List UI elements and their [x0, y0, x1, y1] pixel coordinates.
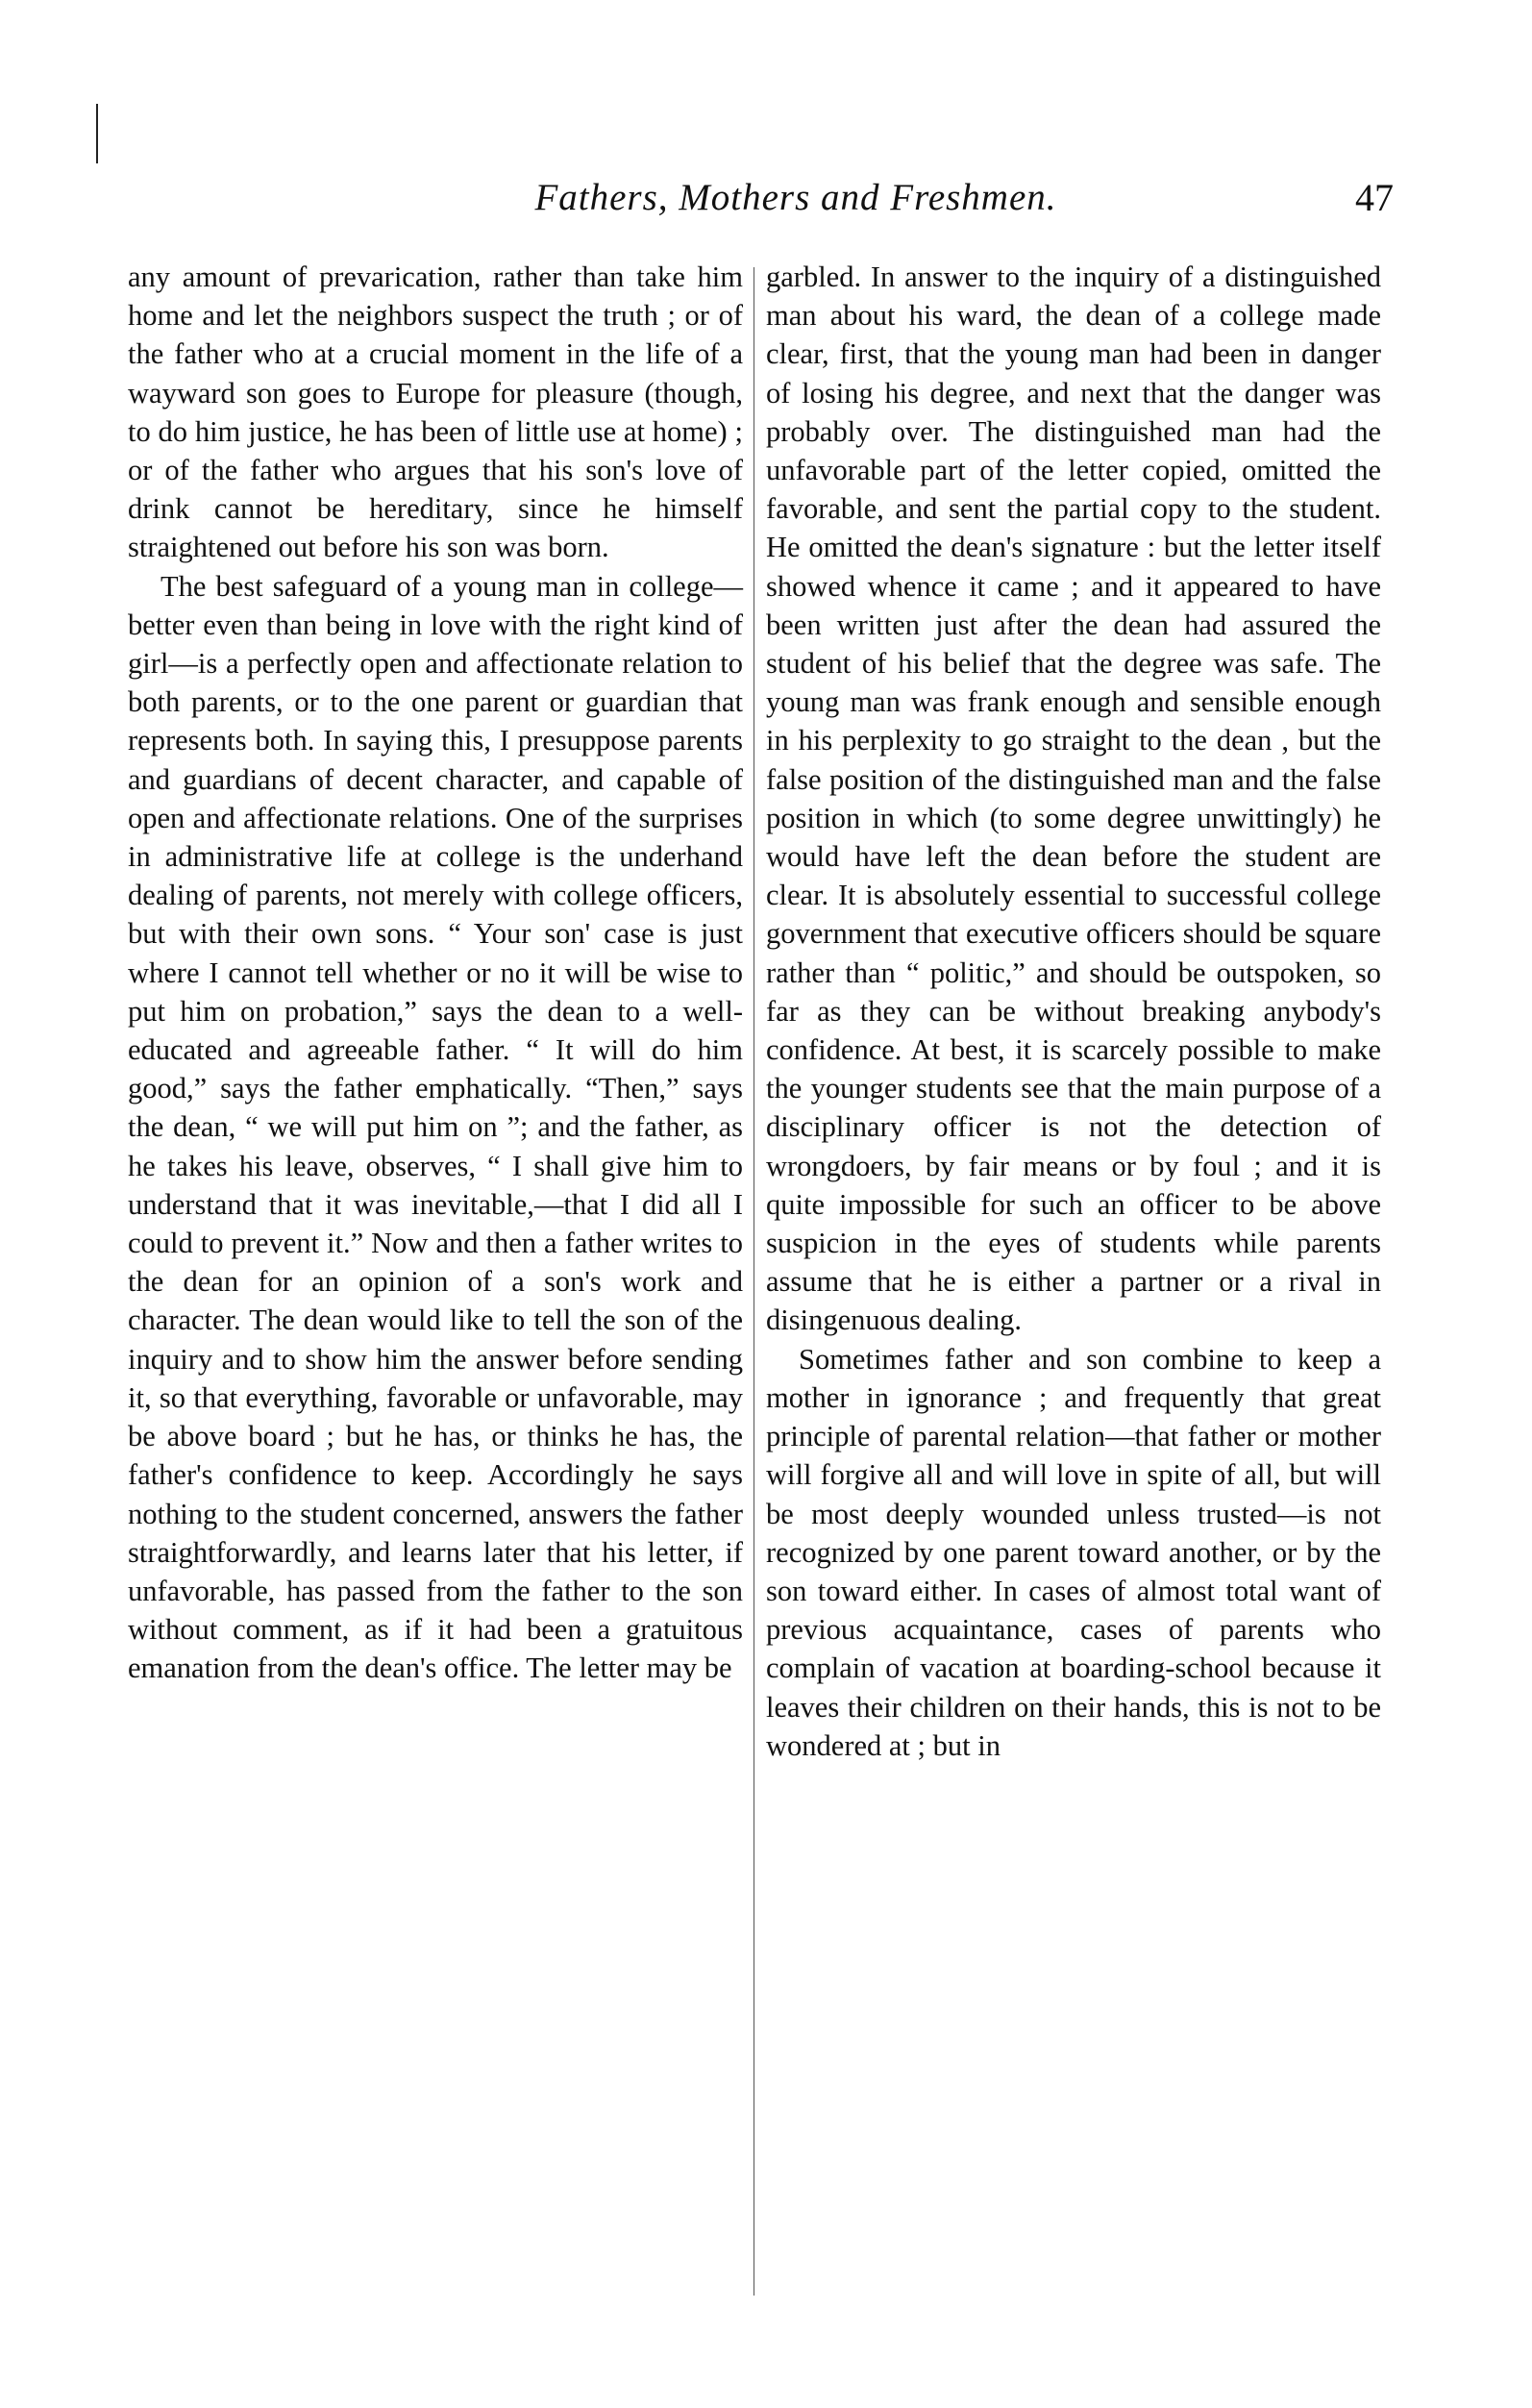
running-head	[123, 169, 1401, 227]
right-column	[766, 258, 1381, 1765]
running-title: Fathers, Mothers and Freshmen.	[534, 177, 1057, 218]
paragraph-continued: garbled. In answer to the inquiry of a distinguished man about his ward, the dean of a college made clear, first, that the young man had been in danger of losing his degree, and next that the danger was probably over. The distinguished man had the unfavorable part of the letter copied, omitted the favorable, and sent the partial copy to the student. He omitted the dean's signature : but the letter itself showed whence it came ; and it appeared to have been written just after the dean had assured the student of his belief that the degree was safe. The young man was frank enough and sensible enough in his perplexity to go straight to the dean , but the false position of the distinguished man and the false position in which (to some degree unwittingly) he would have left the dean before the student are clear. It is absolutely essential to successful college government that executive officers should be square rather than “ politic,” and should be outspoken, so far as they can be without breaking anybody's confidence. At best, it is scarcely possible to make the younger students see that the main purpose of a disciplinary officer is not the detection of wrongdoers, by fair means or by foul ; and it is quite impossible for such an officer to be above suspicion in the eyes of students while parents assume that he is either a partner or a rival in disingenuous dealing.	[766, 261, 1381, 1337]
paragraph: Sometimes father and son combine to keep a mother in ignorance ; and frequently that great principle of parental relation—that father or mother will forgive all and will love in spite of all, but will be most deeply wounded unless trusted—is not recognized by one parent toward another, or by the son toward either. In cases of almost total want of previous acquaintance, cases of parents who complain of vacation at boarding-school because it leaves their children on their hands, this is not to be wondered at ; but in	[766, 1342, 1381, 1762]
left-column	[128, 258, 743, 1688]
paragraph: The best safeguard of a young man in college—better even than being in love with the right kind of girl—is a perfectly open and affectionate relation to both parents, or to the one parent or guardian that represents both. In saying this, I presuppose parents and guardians of decent character, and capable of open and affectionate relations. One of the surprises in administrative life at college is the underhand dealing of parents, not merely with college officers, but with their own sons. “ Your son' case is just where I cannot tell whether or no it will be wise to put him on probation,” says the dean to a well-educated and agreeable father. “ It will do him good,” says the father emphatically. “Then,” says the dean, “ we will put him on ”; and the father, as he takes his leave, observes, “ I shall give him to understand that it was inevitable,—that I did all I could to prevent it.” Now and then a father writes to the dean for an opinion of a son's work and character. The dean would like to tell the son of the inquiry and to show him the answer before sending it, so that everything, favorable or unfavorable, may be above board ; but he has, or thinks he has, the father's confidence to keep. Accordingly he says nothing to the student concerned, answers the father straightforwardly, and learns later that his letter, if unfavorable, has passed from the father to the son without comment, as if it had been a gratuitous emanation from the dean's office. The letter may be	[128, 569, 743, 1685]
margin-mark	[96, 104, 98, 163]
paragraph-continued: any amount of prevarication, rather than take him home and let the neighbors suspect the truth ; or of the father who at a crucial moment in the life of a wayward son goes to Europe for pleasure (though, to do him justice, he has been of little use at home) ; or of the father who argues that his son's love of drink cannot be hereditary, since he himself straightened out before his son was born.	[128, 261, 743, 564]
page-number: 47	[1355, 176, 1394, 219]
